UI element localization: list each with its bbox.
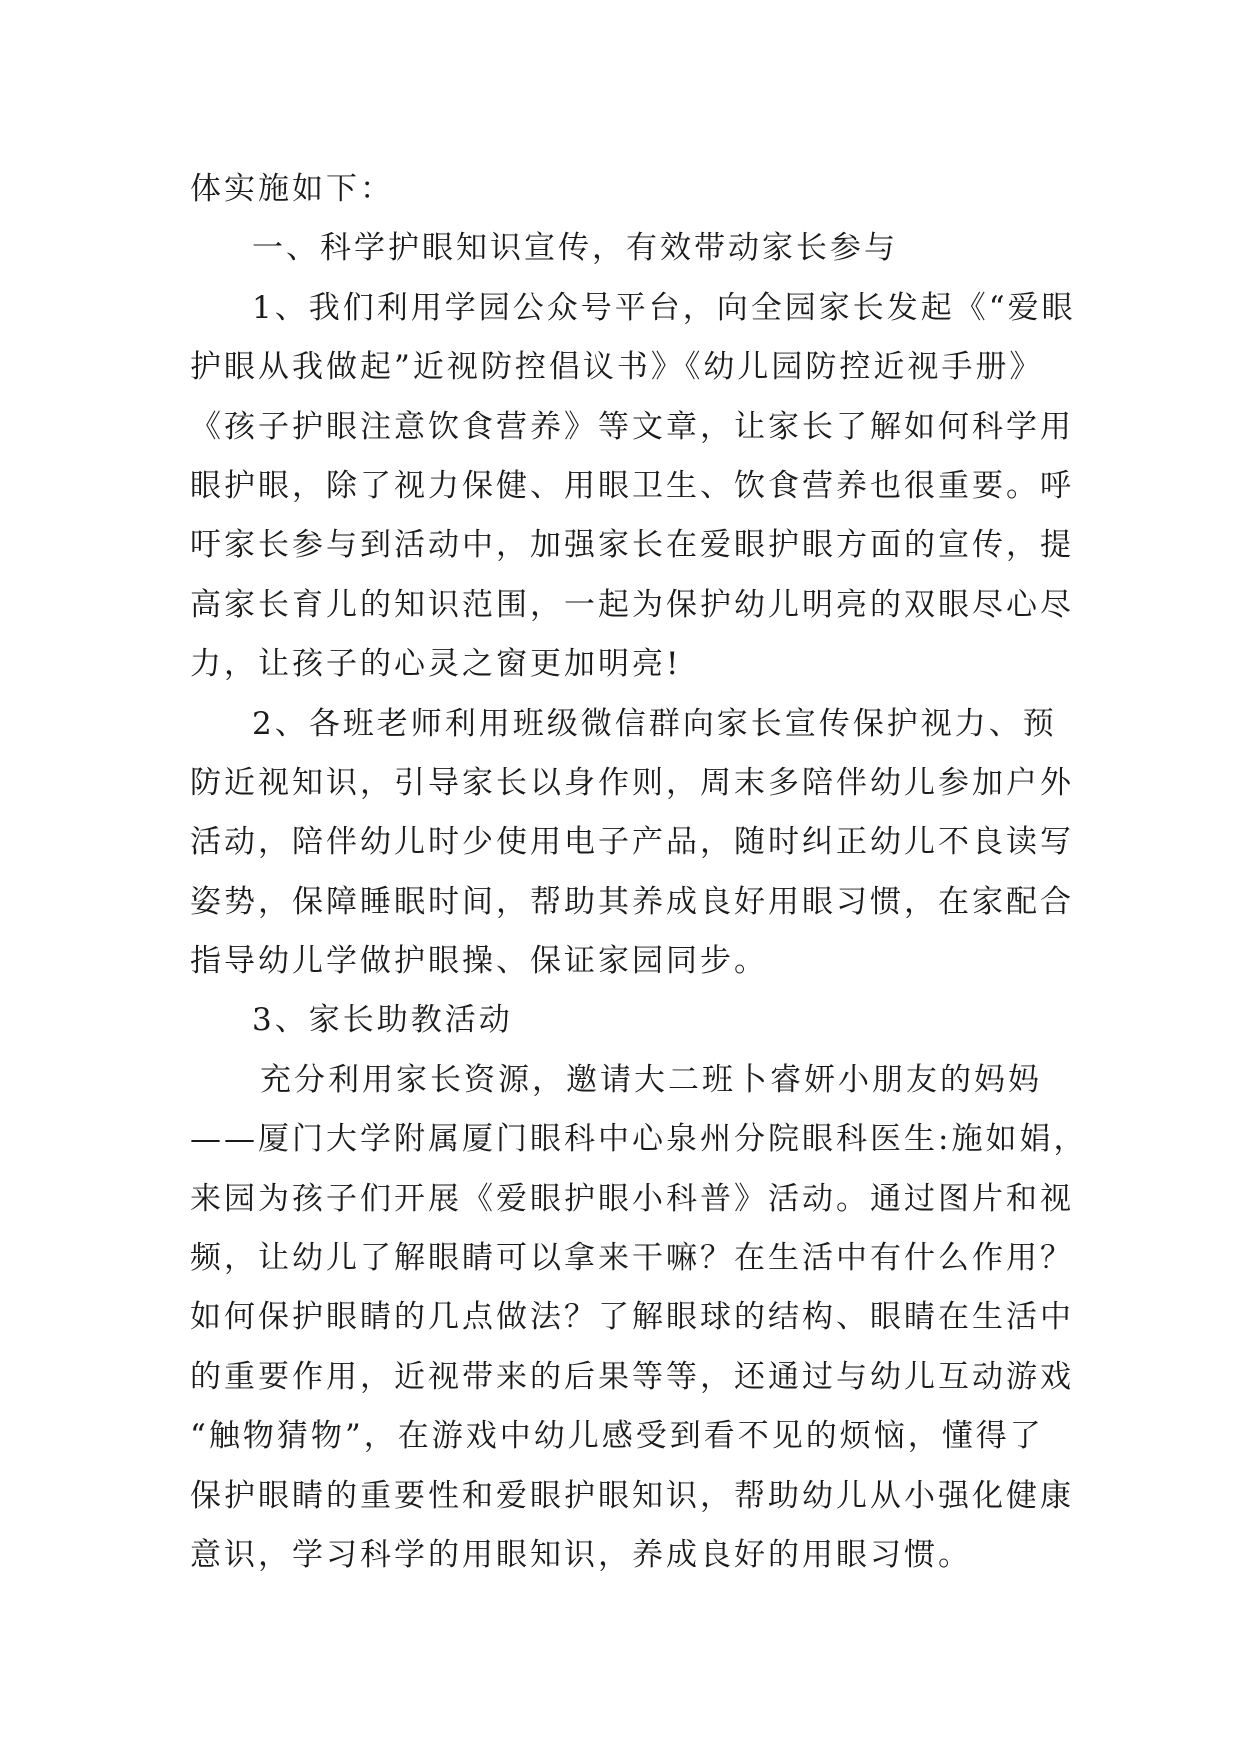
text-line: 眼护眼，除了视力保健、用眼卫生、饮食营养也很重要。呼 [190, 467, 1074, 504]
text-line: 吁家长参与到活动中，加强家长在爱眼护眼方面的宣传，提 [190, 527, 1074, 564]
text-line: “触物猜物”，在游戏中幼儿感受到看不见的烦恼，懂得了 [190, 1418, 1044, 1455]
text-line: 意识，学习科学的用眼知识，养成良好的用眼习惯。 [190, 1536, 972, 1573]
text-line: 充分利用家长资源，邀请大二班卜睿妍小朋友的妈妈 [260, 1061, 1042, 1098]
body-text [190, 160, 1088, 1585]
text-line: 来园为孩子们开展《爱眼护眼小科普》活动。通过图片和视 [190, 1180, 1074, 1217]
text-line: 防近视知识，引导家长以身作则，周末多陪伴幼儿参加户外 [190, 764, 1074, 801]
text-line: 体实施如下： [190, 171, 394, 207]
sub-heading: 3、家长助教活动 [252, 1002, 513, 1039]
text-line: 频，让幼儿了解眼睛可以拿来干嘛？在生活中有什么作用？ [190, 1240, 1074, 1277]
text-line: 如何保护眼睛的几点做法？了解眼球的结构、眼睛在生活中 [190, 1299, 1074, 1336]
text-line: 力，让孩子的心灵之窗更加明亮! [190, 646, 682, 683]
text-line: 高家长育儿的知识范围，一起为保护幼儿明亮的双眼尽心尽 [190, 586, 1074, 623]
text-line: 护眼从我做起”近视防控倡议书》《幼儿园防控近视手册》 [190, 349, 1044, 386]
text-line: 1、我们利用学园公众号平台，向全园家长发起《“爱眼 [252, 289, 1076, 326]
text-line: 的重要作用，近视带来的后果等等，还通过与幼儿互动游戏 [190, 1358, 1074, 1395]
text-line: 活动，陪伴幼儿时少使用电子产品，随时纠正幼儿不良读写 [190, 824, 1074, 861]
section-heading: 一、科学护眼知识宣传，有效带动家长参与 [252, 230, 898, 267]
text-line: 2、各班老师利用班级微信群向家长宣传保护视力、预 [252, 705, 1057, 742]
text-line: 指导幼儿学做护眼操、保证家园同步。 [190, 943, 768, 980]
text-line: 《孩子护眼注意饮食营养》等文章，让家长了解如何科学用 [190, 408, 1074, 445]
text-line: ——厦门大学附属厦门眼科中心泉州分院眼科医生:施如娟， [190, 1121, 1088, 1158]
text-line: 保护眼睛的重要性和爱眼护眼知识，帮助幼儿从小强化健康 [190, 1477, 1074, 1514]
text-line: 姿势，保障睡眠时间，帮助其养成良好用眼习惯，在家配合 [190, 883, 1074, 920]
